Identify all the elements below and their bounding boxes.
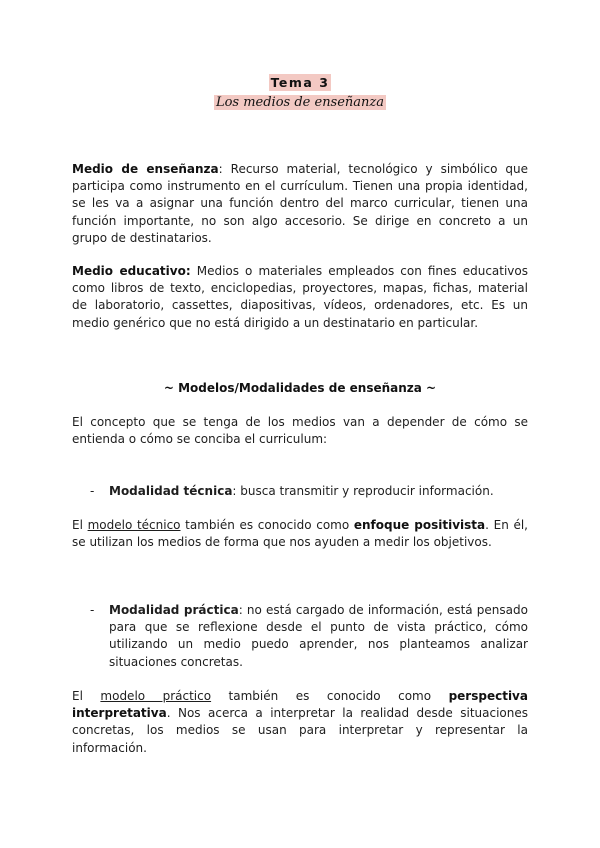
model-approach: perspectiva interpretativa — [72, 689, 528, 721]
model-approach: enfoque positivista — [353, 518, 486, 532]
definition-medio-educativo — [72, 263, 528, 332]
page-title: Los medios de enseñanza — [215, 95, 385, 110]
model-name: modelo práctico — [100, 689, 212, 703]
modality-text: : no está cargado de información, está pensado para que se reflexione desde el punto de vista práctico, cómo utilizando un medio puedo aprender, nos planteamos analizar situaciones concretas. — [109, 603, 528, 669]
list-item-modalidad-practica — [90, 602, 528, 671]
definition-medio-ensenanza — [72, 161, 528, 247]
model-name: modelo técnico — [87, 518, 181, 532]
modality-term: Modalidad práctica — [109, 603, 239, 617]
modality-text: : busca transmitir y reproducir información. — [232, 484, 494, 498]
model-text: El — [72, 518, 88, 532]
section-intro: El concepto que se tenga de los medios van a depender de cómo se entienda o cómo se conciba el curriculum: — [72, 415, 528, 447]
list-item-modalidad-tecnica — [90, 483, 528, 500]
model-text: . Nos acerca a interpretar la realidad desde situaciones concretas, los medios se usan para interpretar y representar la información. — [72, 706, 528, 755]
bullet-dash: - — [90, 603, 95, 617]
definition-term: Medio de enseñanza — [72, 162, 219, 176]
model-text: también es conocido como — [180, 518, 354, 532]
definition-text: Recurso material, tecnológico y simbólico que participa como instrumento en el currículum. Tienen una propia identidad, se les va a asignar una función dentro del marco curricular, tienen una función importante, no son algo accesorio. Se dirige en concreto a un grupo de destinatarios. — [72, 162, 529, 245]
model-text: . En él, se utilizan los medios de forma que nos ayuden a medir los objetivos. — [72, 518, 528, 550]
title-block — [0, 72, 600, 110]
definition-separator: : — [218, 162, 223, 176]
model-description-practico — [72, 688, 528, 757]
definition-text: Medios o materiales empleados con fines educativos como libros de texto, enciclopedias, proyectores, mapas, fichas, material de laboratorio, cassettes, diapositivas, vídeos, ordenadores, etc. Es un medio genérico que no está dirigido a un destinatario en particular. — [72, 264, 529, 330]
model-text: El — [72, 689, 101, 703]
model-text: también es conocido como — [211, 689, 449, 703]
topic-number: Tema 3 — [270, 75, 330, 90]
definition-term: Medio educativo: — [72, 264, 191, 278]
bullet-dash: - — [90, 484, 95, 498]
model-description-tecnico — [72, 517, 528, 551]
section-heading: ~ Modelos/Modalidades de enseñanza ~ — [163, 381, 437, 395]
modality-term: Modalidad técnica — [109, 484, 233, 498]
